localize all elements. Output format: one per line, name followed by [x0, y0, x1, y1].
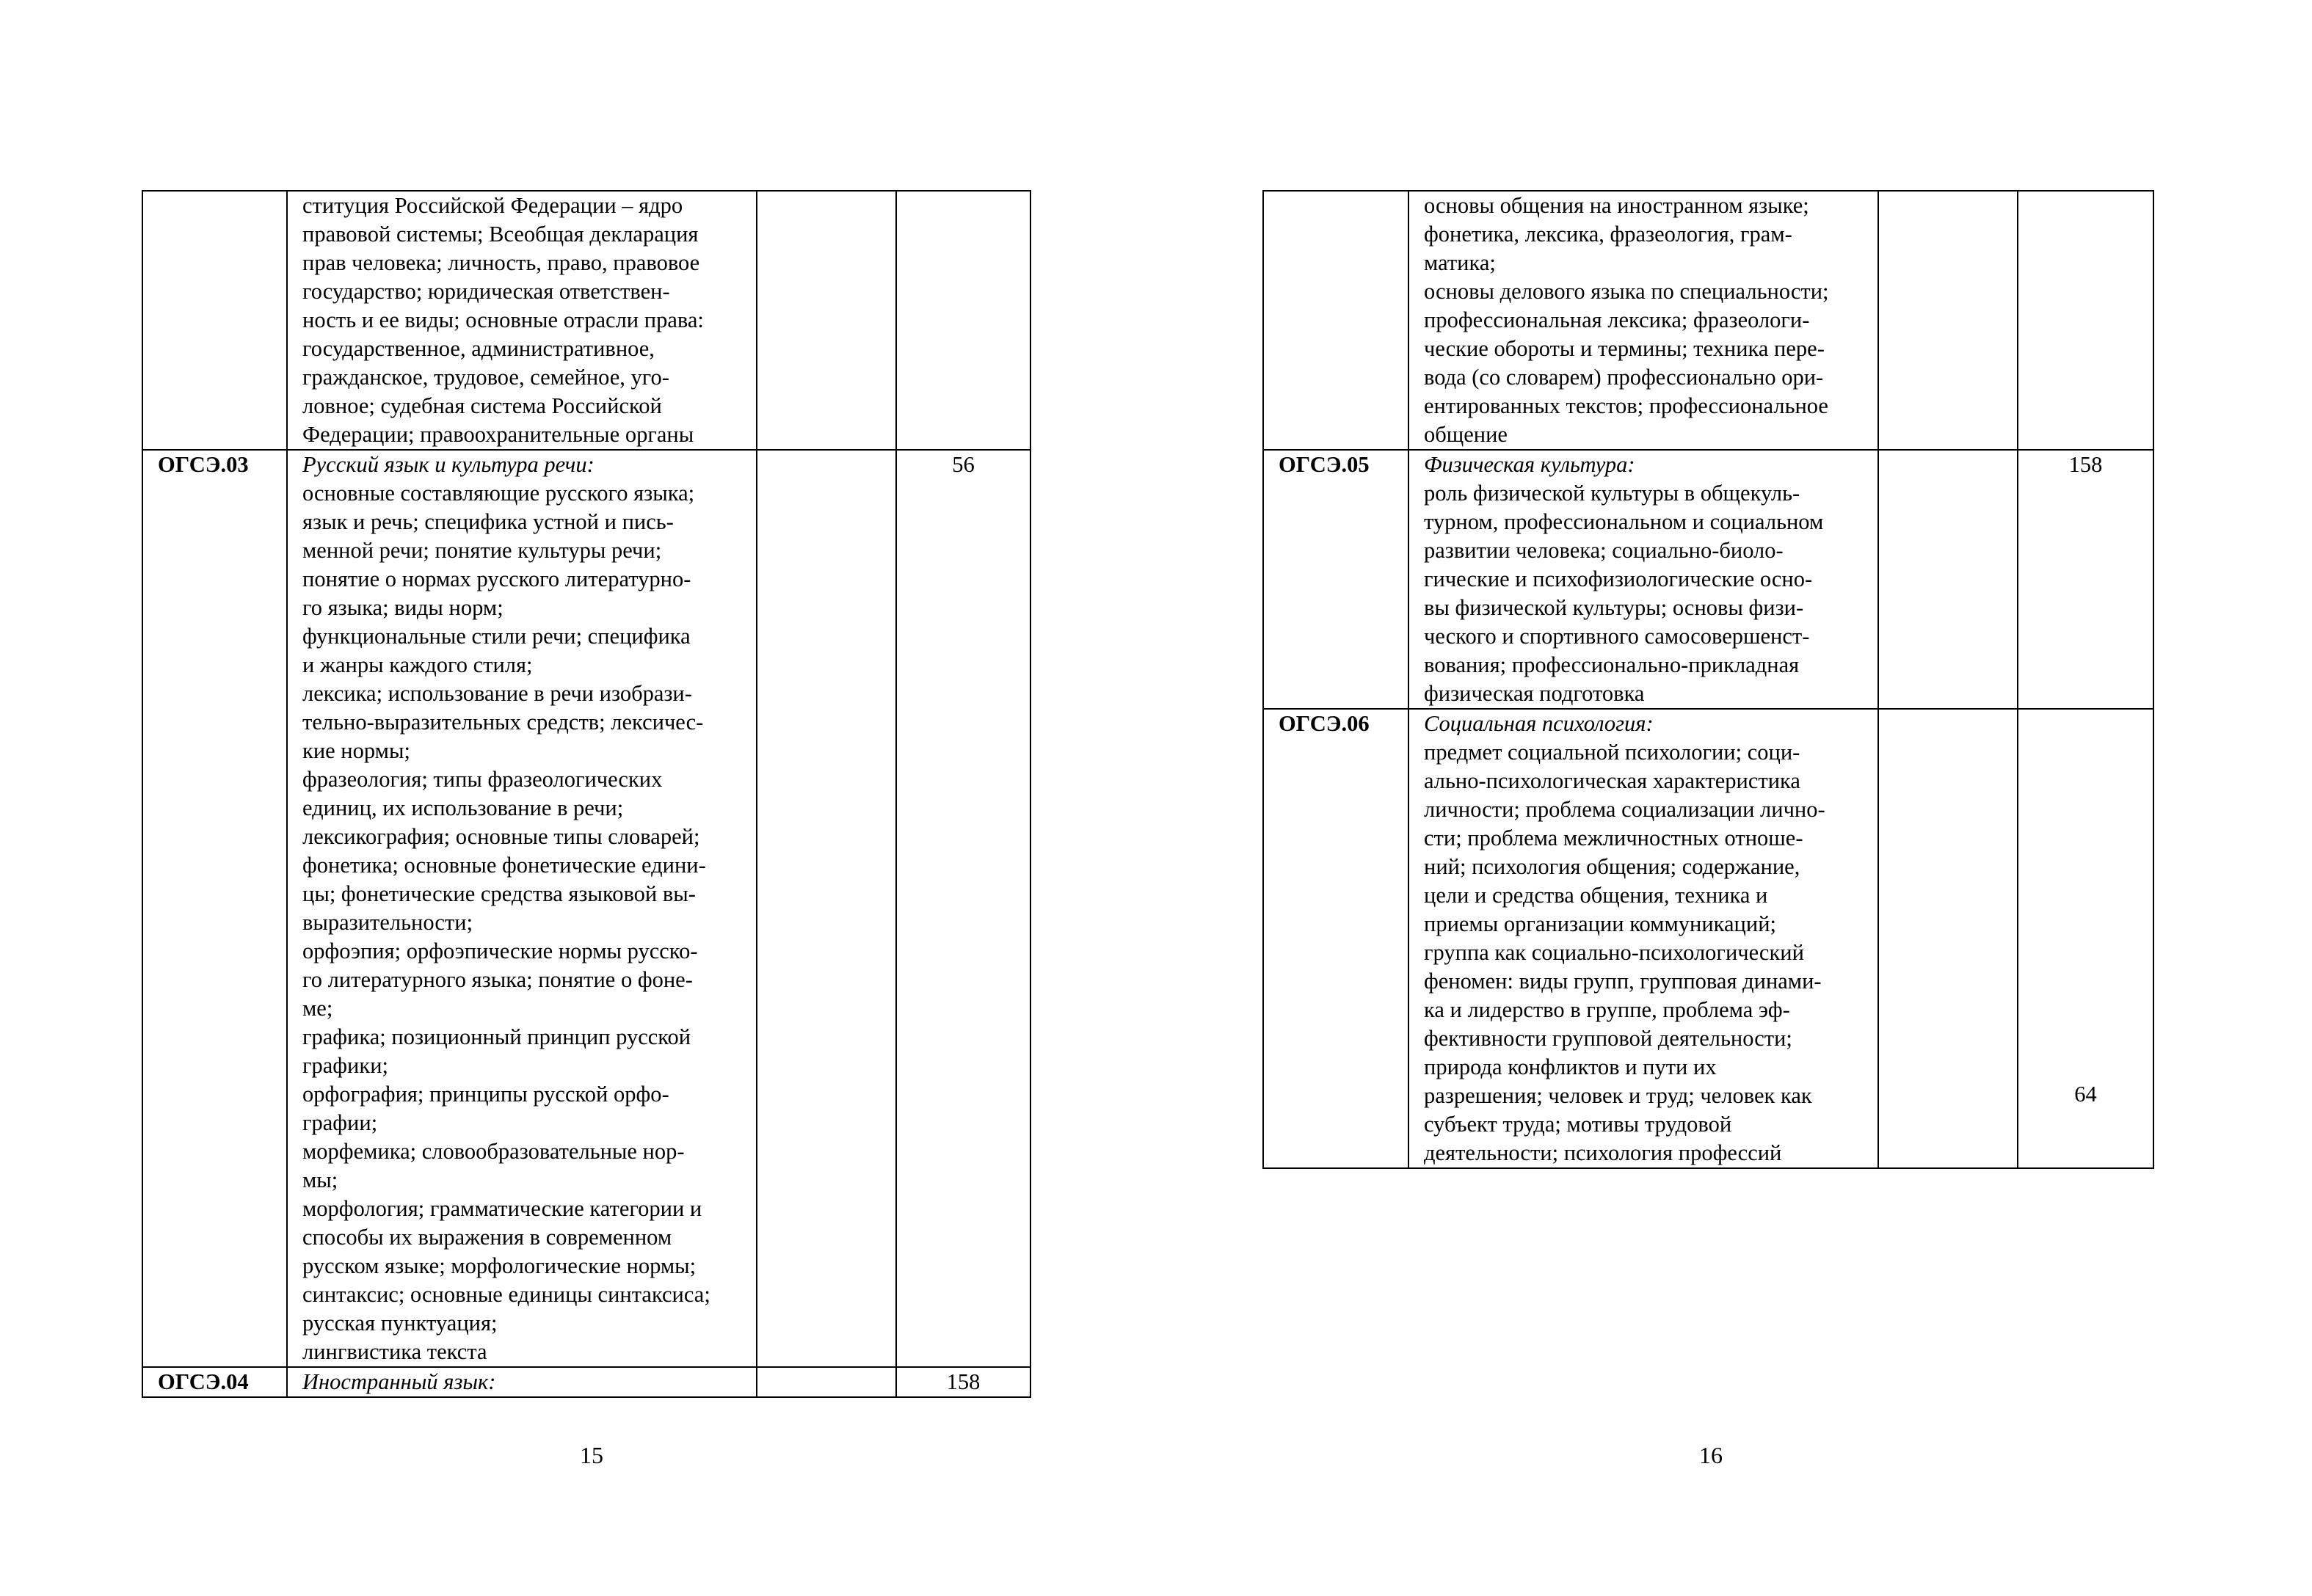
hours-cell — [896, 191, 1030, 450]
page-number: 16 — [1699, 1442, 1723, 1468]
hours-cell: 158 — [896, 1367, 1030, 1397]
content-line: личности; проблема социализации лично- — [1424, 797, 1825, 822]
content-line: фективности групповой деятельности; — [1424, 1026, 1792, 1051]
content-line: основные составляющие русского языка; — [302, 481, 695, 506]
content-line: графии; — [302, 1110, 378, 1135]
empty-cell — [1878, 191, 2018, 450]
content-line: вы физической культуры; основы физи- — [1424, 595, 1804, 620]
content-line: турном, профессиональном и социальном — [1424, 509, 1824, 534]
empty-cell — [757, 191, 896, 450]
content-line: матика; — [1424, 250, 1496, 275]
discipline-code-cell — [142, 191, 287, 450]
content-line: основы общения на иностранном языке; — [1424, 193, 1809, 218]
discipline-content-cell — [287, 450, 757, 1367]
content-line: ловное; судебная система Российской — [302, 393, 662, 418]
page-number: 15 — [580, 1442, 603, 1468]
discipline-content-cell — [287, 1367, 757, 1397]
hours-cell: 158 — [2018, 450, 2153, 709]
content-line: феномен: виды групп, групповая динами- — [1424, 969, 1822, 994]
content-line: го языка; виды норм; — [302, 595, 504, 620]
content-line: фонетика; основные фонетические едини- — [302, 853, 706, 878]
content-line: го литературного языка; понятие о фоне- — [302, 967, 693, 992]
hours-cell — [2018, 709, 2153, 1168]
content-line: ентированных текстов; профессиональное — [1424, 393, 1828, 418]
content-line: гражданское, трудовое, семейное, уго- — [302, 365, 669, 390]
content-line: цы; фонетические средства языковой вы- — [302, 881, 696, 906]
content-line: физическая подготовка — [1424, 681, 1645, 706]
content-line: ческого и спортивного самосовершенст- — [1424, 624, 1810, 649]
content-line: лексика; использование в речи изобрази- — [302, 681, 692, 706]
content-line: гические и психофизиологические осно- — [1424, 566, 1813, 591]
content-line: язык и речь; специфика устной и пись- — [302, 509, 674, 534]
discipline-content-cell — [1408, 709, 1878, 1168]
hours-cell — [2018, 191, 2153, 450]
discipline-code-cell: ОГСЭ.05 — [1263, 450, 1408, 709]
table-row — [142, 1367, 1030, 1397]
empty-cell — [757, 450, 896, 1367]
content-line: лексикография; основные типы словарей; — [302, 824, 700, 849]
content-line: выразительности; — [302, 910, 473, 935]
content-line: ка и лидерство в группе, проблема эф- — [1424, 997, 1790, 1022]
curriculum-table-page-16 — [1262, 190, 2154, 1169]
discipline-code-cell — [1263, 191, 1408, 450]
content-line: графика; позиционный принцип русской — [302, 1024, 691, 1049]
content-line: Федерации; правоохранительные органы — [302, 422, 694, 447]
content-line: общение — [1424, 422, 1508, 447]
content-line: группа как социально-психологический — [1424, 940, 1804, 965]
table-row — [142, 450, 1030, 1367]
discipline-title: Физическая культура: — [1424, 452, 1635, 477]
content-line: лингвистика текста — [302, 1339, 487, 1364]
hours-value: 64 — [2074, 1082, 2097, 1107]
discipline-code-cell: ОГСЭ.06 — [1263, 709, 1408, 1168]
discipline-title: Русский язык и культура речи: — [302, 452, 595, 477]
content-line: менной речи; понятие культуры речи; — [302, 538, 662, 563]
content-line: мы; — [302, 1167, 338, 1192]
content-line: ность и ее виды; основные отрасли права: — [302, 307, 704, 332]
empty-cell — [1878, 450, 2018, 709]
content-line: деятельности; психология профессий — [1424, 1140, 1782, 1165]
curriculum-table-page-15 — [142, 190, 1031, 1398]
content-line: орфография; принципы русской орфо- — [302, 1082, 669, 1107]
table-row — [1263, 709, 2153, 1168]
content-line: кие нормы; — [302, 738, 410, 763]
content-line: вода (со словарем) профессионально ори- — [1424, 365, 1824, 390]
discipline-title: Социальная психология: — [1424, 711, 1654, 736]
empty-cell — [1878, 709, 2018, 1168]
content-line: прав человека; личность, право, правовое — [302, 250, 700, 275]
content-line: ческие обороты и термины; техника пере- — [1424, 336, 1825, 361]
discipline-content-cell — [1408, 450, 1878, 709]
content-line: ституция Российской Федерации – ядро — [302, 193, 683, 218]
content-line: орфоэпия; орфоэпические нормы русско- — [302, 939, 698, 963]
content-line: морфемика; словообразовательные нор- — [302, 1139, 685, 1164]
content-line: тельно-выразительных средств; лексичес- — [302, 710, 704, 735]
content-line: русском языке; морфологические нормы; — [302, 1253, 697, 1278]
content-line: природа конфликтов и пути их — [1424, 1054, 1717, 1079]
content-line: функциональные стили речи; специфика — [302, 624, 691, 649]
content-line: ме; — [302, 996, 333, 1021]
discipline-content-cell — [1408, 191, 1878, 450]
content-line: государственное, административное, — [302, 336, 655, 361]
content-line: русская пунктуация; — [302, 1311, 498, 1336]
content-line: основы делового языка по специальности; — [1424, 279, 1829, 304]
discipline-title: Иностранный язык: — [302, 1369, 496, 1394]
empty-cell — [757, 1367, 896, 1397]
content-line: ний; психология общения; содержание, — [1424, 854, 1800, 879]
content-line: способы их выражения в современном — [302, 1225, 672, 1250]
content-line: вования; профессионально-прикладная — [1424, 652, 1800, 677]
content-line: развитии человека; социально-биоло- — [1424, 538, 1784, 563]
content-line: государство; юридическая ответствен- — [302, 279, 670, 304]
discipline-content-cell — [287, 191, 757, 450]
content-line: ально-психологическая характеристика — [1424, 768, 1800, 793]
discipline-code-cell: ОГСЭ.04 — [142, 1367, 287, 1397]
content-line: роль физической культуры в общекуль- — [1424, 481, 1800, 506]
content-line: приемы организации коммуникаций; — [1424, 911, 1776, 936]
content-line: фонетика, лексика, фразеология, грам- — [1424, 222, 1792, 247]
table-row — [1263, 450, 2153, 709]
content-line: графики; — [302, 1053, 388, 1078]
hours-cell: 56 — [896, 450, 1030, 1367]
content-line: синтаксис; основные единицы синтаксиса; — [302, 1282, 710, 1307]
content-line: профессиональная лексика; фразеологи- — [1424, 307, 1810, 332]
content-line: разрешения; человек и труд; человек как — [1424, 1083, 1812, 1108]
content-line: фразеология; типы фразеологических — [302, 767, 663, 792]
content-line: правовой системы; Всеобщая декларация — [302, 222, 699, 247]
content-line: морфология; грамматические категории и — [302, 1196, 702, 1221]
discipline-code-cell: ОГСЭ.03 — [142, 450, 287, 1367]
content-line: и жанры каждого стиля; — [302, 652, 533, 677]
content-line: цели и средства общения, техника и — [1424, 883, 1768, 908]
table-row — [1263, 191, 2153, 450]
table-row — [142, 191, 1030, 450]
content-line: предмет социальной психологии; соци- — [1424, 740, 1800, 765]
content-line: сти; проблема межличностных отноше- — [1424, 826, 1803, 850]
content-line: понятие о нормах русского литературно- — [302, 566, 691, 591]
content-line: субъект труда; мотивы трудовой — [1424, 1112, 1732, 1137]
content-line: единиц, их использование в речи; — [302, 795, 624, 820]
